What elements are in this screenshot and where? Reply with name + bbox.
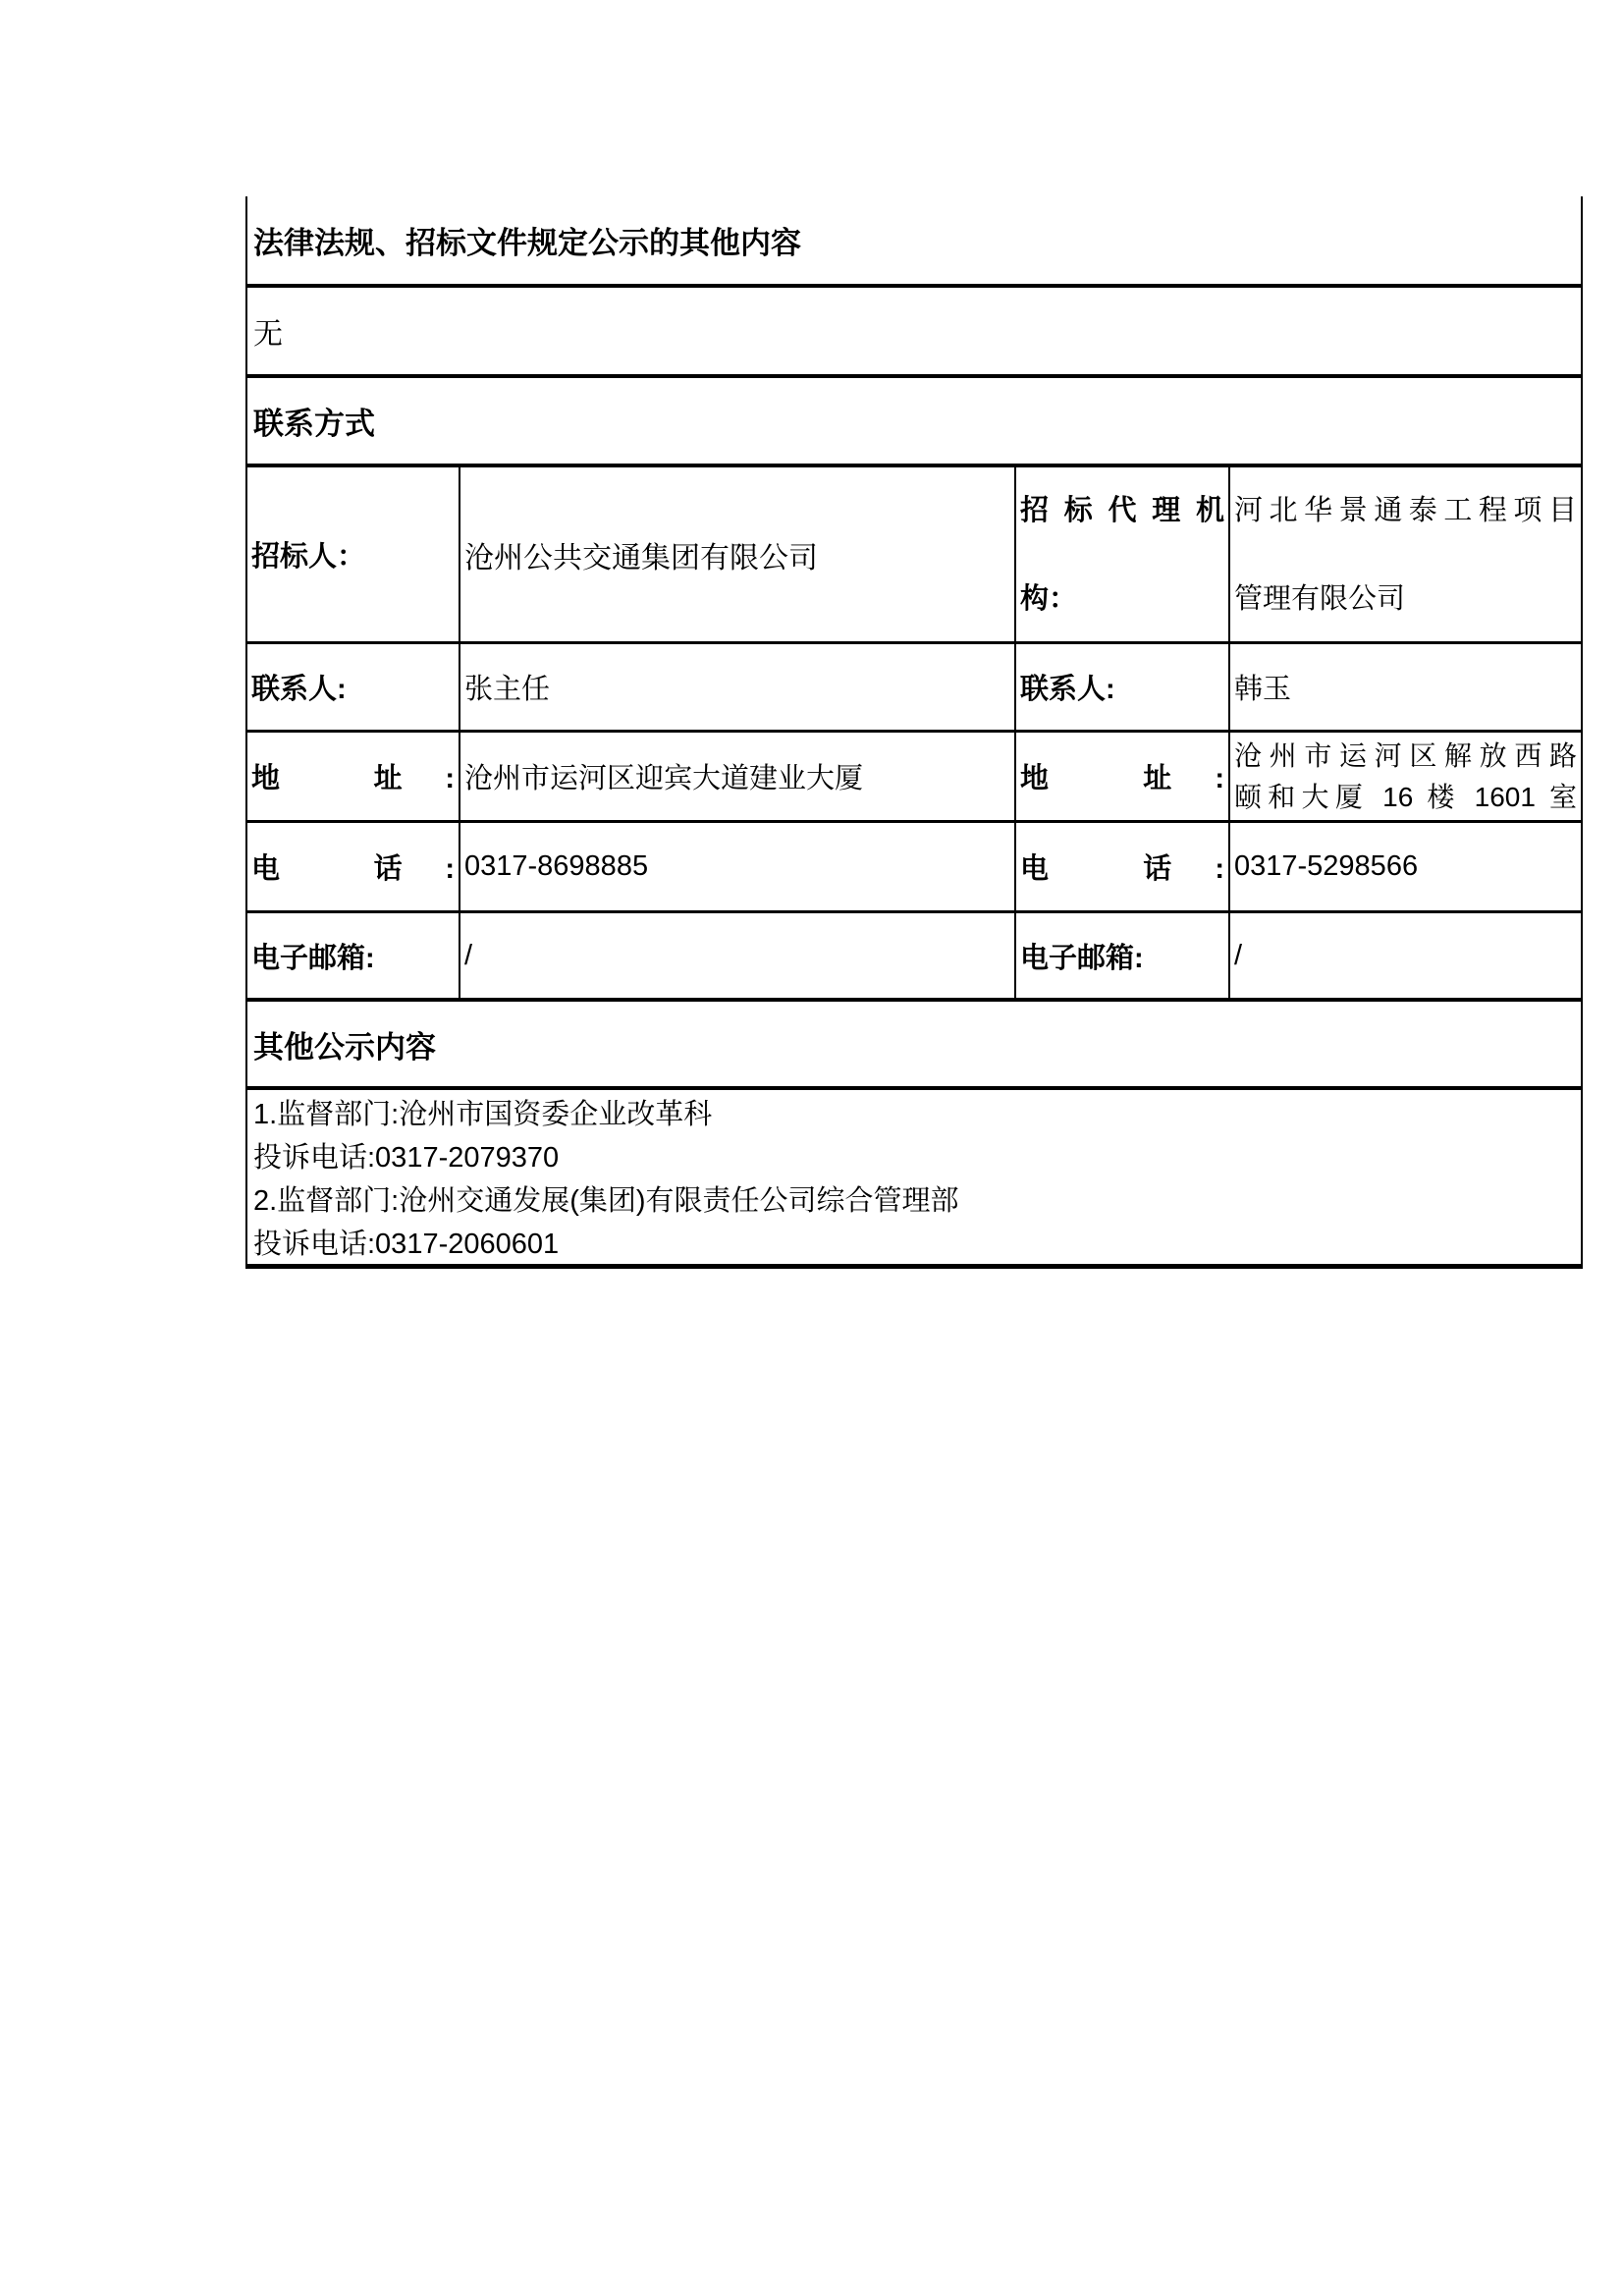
contact-section-header [247, 378, 1581, 467]
agency-contact-label: 联系人: [1014, 644, 1228, 730]
agency-email-label: 电子邮箱: [1014, 913, 1228, 998]
address-row [247, 733, 1581, 823]
supervision-lines: 1.监督部门:沧州市国资委企业改革科 投诉电话:0317-2079370 2.监督部门:沧州交通发展(集团)有限责任公司综合管理部 投诉电话:0317-2060601 [253, 1099, 959, 1260]
bidder-label: 招标人： [251, 541, 366, 573]
agency-phone: 0317-5298566 [1228, 823, 1581, 910]
agency-address-label: 地 址: [1014, 733, 1228, 820]
legal-section-value-row [247, 288, 1581, 378]
bidder-phone: 0317-8698885 [459, 823, 1014, 910]
legal-section-value: 无 [253, 318, 283, 351]
bidder-name: 沧州公共交通集团有限公司 [459, 467, 1014, 641]
other-section-content [247, 1090, 1581, 1264]
legal-section-header [247, 196, 1581, 288]
legal-section-title: 法律法规、招标文件规定公示的其他内容 [253, 226, 801, 260]
bidder-address-label: 地 址: [251, 763, 455, 794]
bidder-phone-label: 电 话: [251, 853, 455, 885]
agency-name: 河北华景通泰工程项目 管理有限公司 [1228, 467, 1581, 641]
bidder-email-label: 电子邮箱: [251, 942, 375, 974]
email-row [247, 913, 1581, 1002]
other-section-title: 其他公示内容 [253, 1029, 436, 1065]
bidder-contact-label: 联系人: [251, 674, 347, 705]
other-section-header [247, 1002, 1581, 1090]
contact-section-title: 联系方式 [253, 407, 375, 441]
agency-address: 沧州市运河区解放西路 颐和大厦 16 楼 1601 室 [1228, 733, 1581, 820]
agency-contact-name: 韩玉 [1228, 644, 1581, 730]
agency-label: 招 标 代 理 机 构： [1014, 467, 1228, 641]
bidder-row [247, 467, 1581, 644]
agency-email: / [1228, 913, 1581, 998]
agency-phone-label: 电 话: [1014, 823, 1228, 910]
contact-person-row [247, 644, 1581, 733]
bidder-email: / [459, 913, 1014, 998]
bidder-address: 沧州市运河区迎宾大道建业大厦 [459, 733, 1014, 820]
bidder-contact-name: 张主任 [459, 644, 1014, 730]
phone-row [247, 823, 1581, 913]
announcement-table [245, 196, 1583, 1269]
